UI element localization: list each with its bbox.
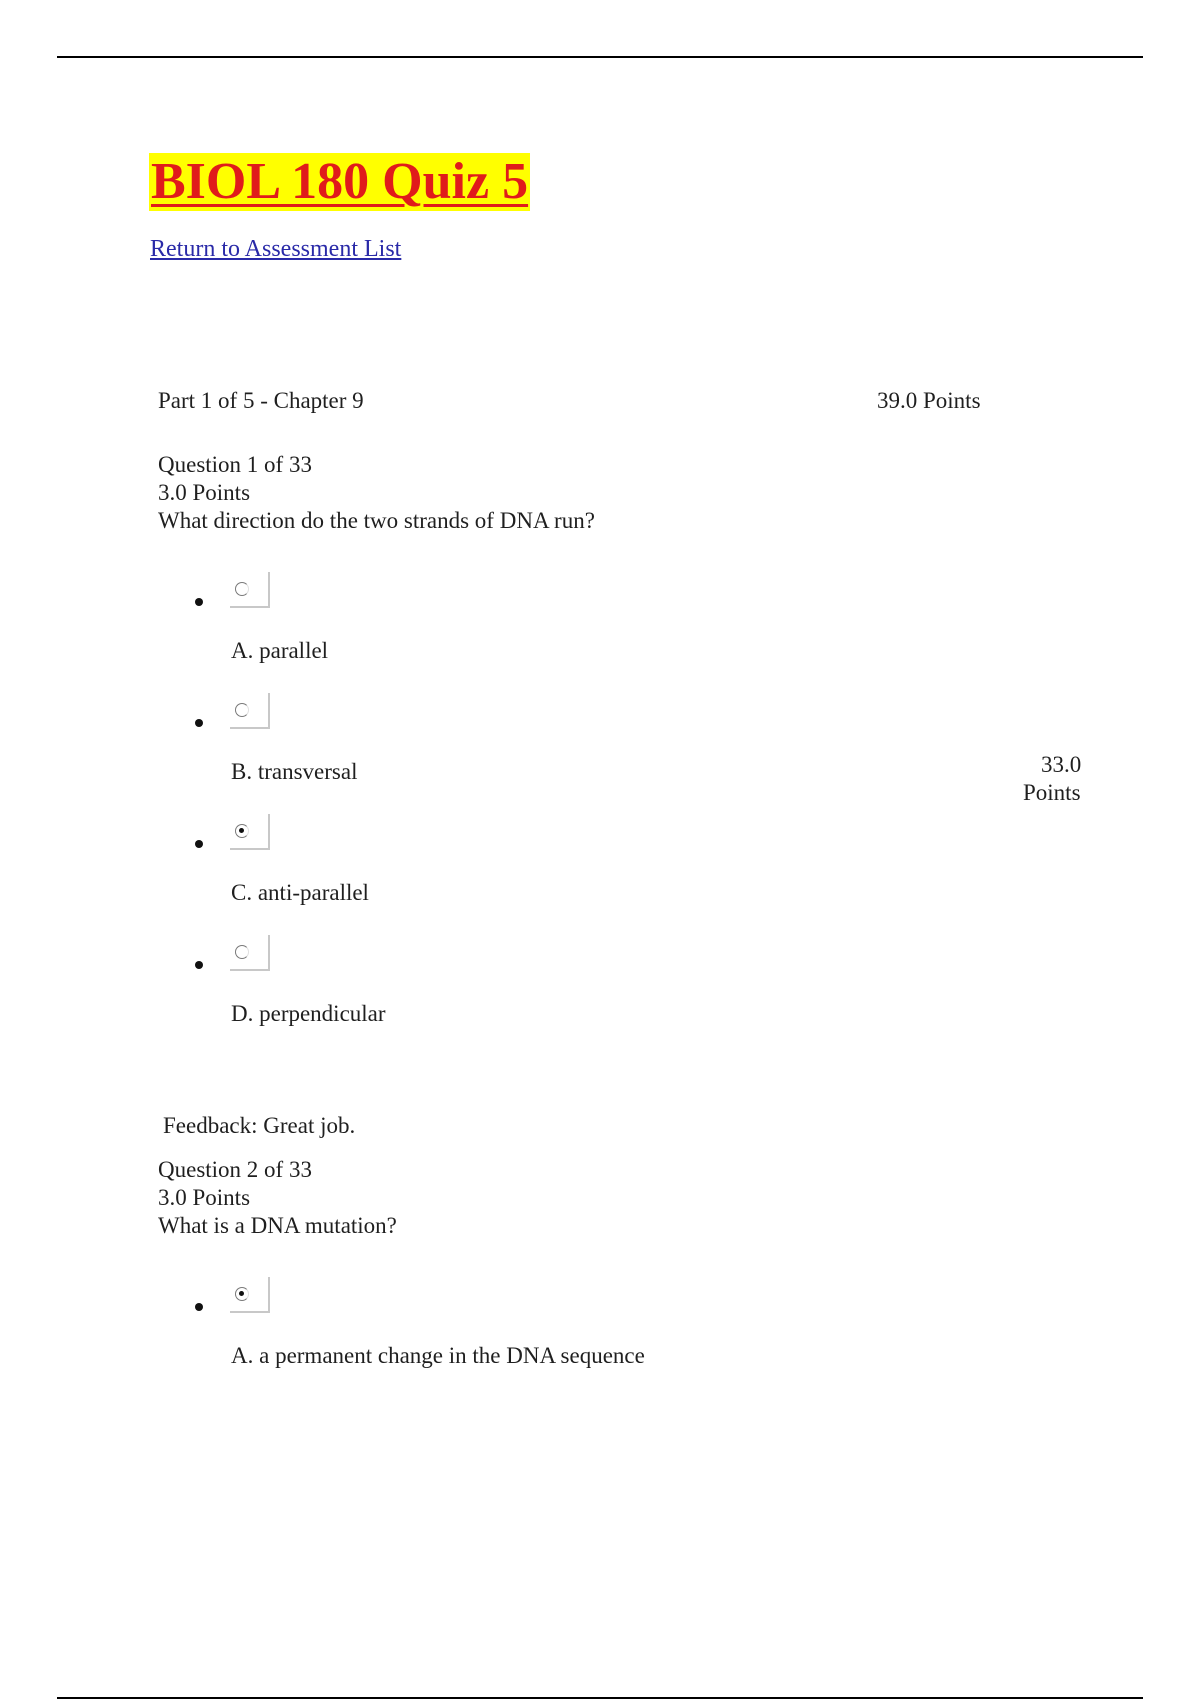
question-2-points: 3.0 Points (158, 1185, 251, 1210)
list-bullet (195, 598, 203, 606)
radio-button-selected[interactable] (235, 1287, 249, 1301)
part-label: Part 1 of 5 - Chapter 9 (158, 388, 364, 413)
part-points: 39.0 Points (877, 388, 981, 413)
radio-button[interactable] (235, 582, 249, 596)
return-to-assessment-list-link[interactable]: Return to Assessment List (150, 236, 402, 262)
question-2-number: Question 2 of 33 (158, 1157, 312, 1182)
question-1-prompt: What direction do the two strands of DNA run? (158, 508, 595, 533)
q2-option-a-label: A. a permanent change in the DNA sequence (231, 1343, 645, 1368)
list-bullet (195, 719, 203, 727)
option-c-radio-box[interactable] (230, 814, 270, 850)
radio-button[interactable] (235, 703, 249, 717)
radio-button-selected[interactable] (235, 824, 249, 838)
top-rule (57, 56, 1143, 58)
question-1-feedback: Feedback: Great job. (163, 1113, 356, 1138)
option-d-radio-box[interactable] (230, 935, 270, 971)
question-2-prompt: What is a DNA mutation? (158, 1213, 397, 1238)
question-1-points: 3.0 Points (158, 480, 251, 505)
option-c-label: C. anti-parallel (231, 880, 369, 905)
question-1-number: Question 1 of 33 (158, 452, 312, 477)
option-a-radio-box[interactable] (230, 572, 270, 608)
q2-option-a-radio-box[interactable] (230, 1277, 270, 1313)
radio-button[interactable] (235, 945, 249, 959)
side-points-value: 33.0 (1041, 752, 1082, 777)
list-bullet (195, 1303, 203, 1311)
option-b-label: B. transversal (231, 759, 358, 784)
option-b-radio-box[interactable] (230, 693, 270, 729)
list-bullet (195, 840, 203, 848)
page-title: BIOL 180 Quiz 5 (151, 153, 529, 210)
bottom-rule (57, 1697, 1143, 1699)
option-d-label: D. perpendicular (231, 1001, 386, 1026)
side-points-unit: Points (1023, 780, 1081, 805)
option-a-label: A. parallel (231, 638, 329, 663)
list-bullet (195, 961, 203, 969)
